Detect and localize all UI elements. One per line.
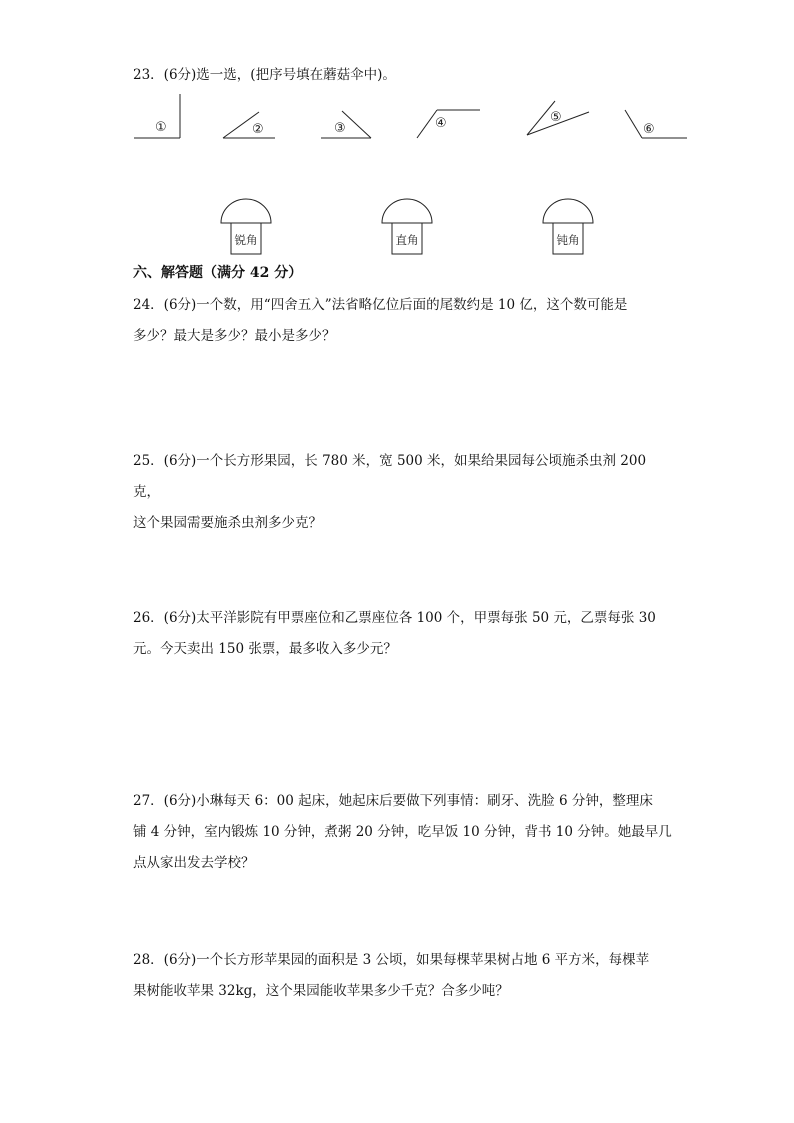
question-25-line-2: 这个果园需要施杀虫剂多少克？ xyxy=(133,515,322,531)
angle-label-6: ⑥ xyxy=(643,122,655,137)
angle-6 xyxy=(625,110,687,138)
question-27-line-3: 点从家出发去学校？ xyxy=(133,855,255,871)
question-26 xyxy=(133,603,673,665)
question-27 xyxy=(133,786,673,879)
question-26-line-1: 26．(6分)太平洋影院有甲票座位和乙票座位各 100 个，甲票每张 50 元，乙票每张 30 xyxy=(133,610,656,626)
question-28 xyxy=(133,945,673,1007)
question-23 xyxy=(133,60,673,91)
angle-label-3: ③ xyxy=(334,121,346,136)
question-24 xyxy=(133,290,673,352)
question-26-line-2: 元。今天卖出 150 张票，最多收入多少元？ xyxy=(133,641,397,657)
angle-label-1: ① xyxy=(155,120,167,135)
angle-4 xyxy=(417,110,480,138)
angle-label-5: ⑤ xyxy=(550,110,562,125)
angle-figures xyxy=(125,90,695,150)
angle-3 xyxy=(321,111,371,138)
question-24-line-1: 24．(6分)一个数，用“四舍五入”法省略亿位后面的尾数约是 10 亿，这个数可能是 xyxy=(133,297,628,313)
mushroom-label-obtuse: 钝角 xyxy=(556,233,580,247)
angle-label-2: ② xyxy=(252,122,264,137)
question-28-line-1: 28．(6分)一个长方形苹果园的面积是 3 公顷，如果每棵苹果树占地 6 平方米，每棵苹 xyxy=(133,952,650,968)
section-title: 六、解答题（满分 42 分） xyxy=(133,265,303,281)
question-24-line-2: 多少？最大是多少？最小是多少？ xyxy=(133,328,336,344)
mushroom-acute[interactable] xyxy=(220,198,272,256)
question-25 xyxy=(133,446,673,539)
angle-2 xyxy=(223,112,275,138)
mushroom-obtuse[interactable] xyxy=(542,198,594,256)
question-23-text: 23．(6分)选一选，(把序号填在蘑菇伞中)。 xyxy=(133,67,396,83)
question-25-line-1: 25．(6分)一个长方形果园，长 780 米，宽 500 米，如果给果园每公顷施杀虫剂 200 克， xyxy=(133,453,647,500)
question-27-line-1: 27．(6分)小琳每天 6：00 起床，她起床后要做下列事情：刷牙、洗脸 6 分钟，整理床 xyxy=(133,793,653,809)
question-28-line-2: 果树能收苹果 32kg，这个果园能收苹果多少千克？合多少吨？ xyxy=(133,983,509,999)
mushroom-label-right: 直角 xyxy=(395,233,419,247)
mushroom-label-acute: 锐角 xyxy=(234,233,258,247)
mushroom-right[interactable] xyxy=(381,198,433,256)
question-27-line-2: 铺 4 分钟，室内锻炼 10 分钟，煮粥 20 分钟，吃早饭 10 分钟，背书 10 分钟。她最早几 xyxy=(133,824,672,840)
angle-label-4: ④ xyxy=(435,116,447,131)
